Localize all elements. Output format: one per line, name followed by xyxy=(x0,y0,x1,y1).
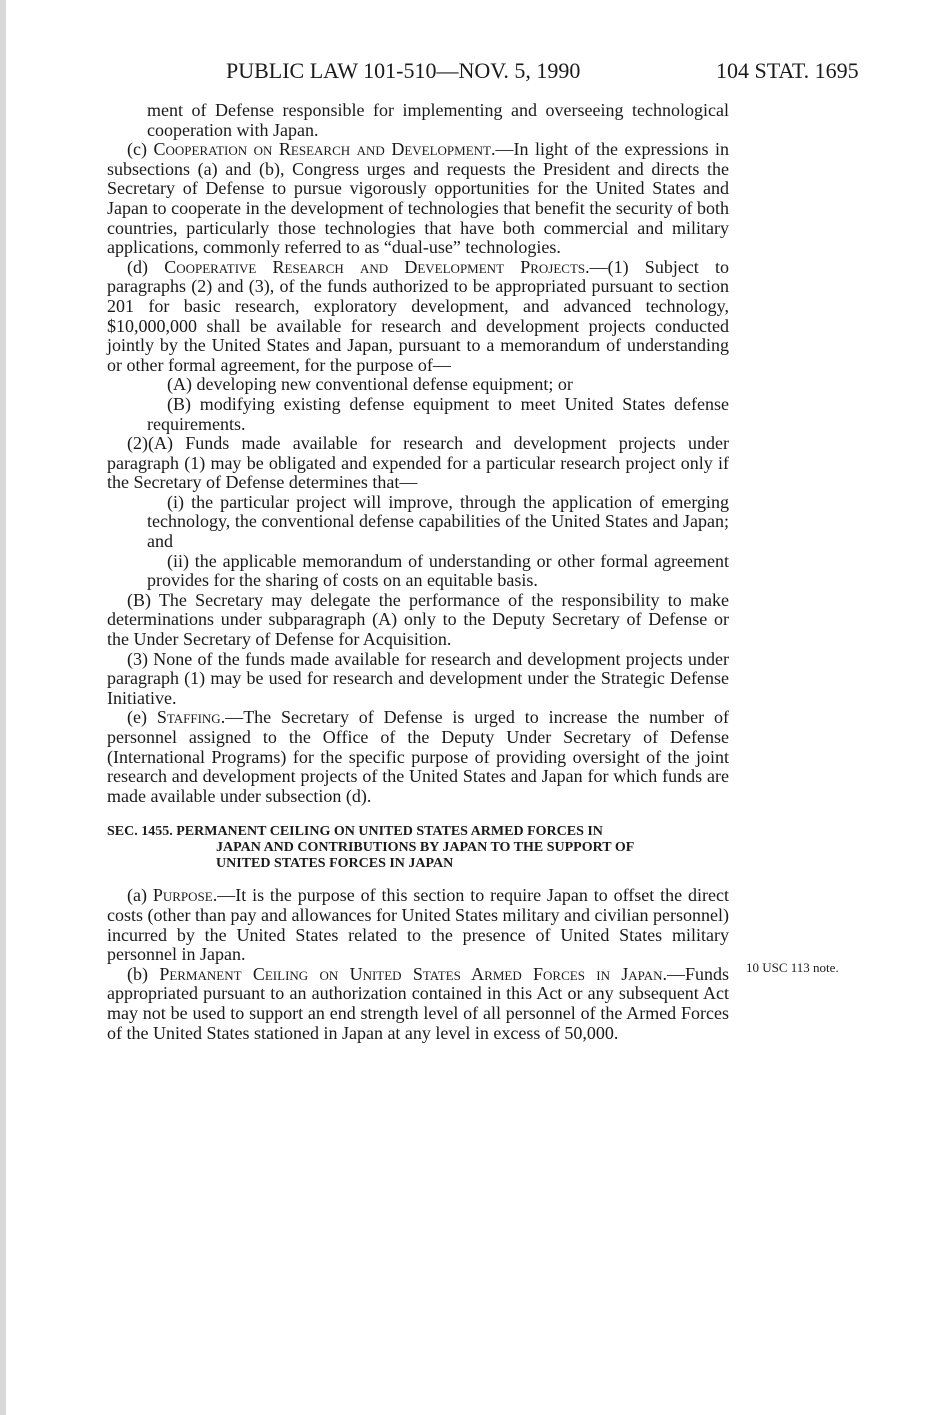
clause-d-B: (B) modifying existing defense equipment to meet United States defense requirements. xyxy=(147,393,729,434)
section-heading-line-3: UNITED STATES FORCES IN JAPAN xyxy=(216,856,454,872)
section-heading-line-2: JAPAN AND CONTRIBUTIONS BY JAPAN TO THE SUPPORT OF xyxy=(216,840,635,856)
clause-d-A: (A) developing new conventional defense equipment; or xyxy=(167,374,573,395)
body-text xyxy=(107,101,729,1043)
clause-d-ii: (ii) the applicable memorandum of understanding or other formal agreement provides for the sharing of costs on an equitable basis. xyxy=(147,550,729,591)
subsection-d-text: .—(1) Subject to paragraphs (2) and (3), of the funds authorized to be appropriated pursuant to section 201 for basic research, exploratory development, and advanced technology, $10,000,000 shall be available for research and development projects conducted jointly by the United States and Japan, pursuant to a memorandum of understanding or other formal agreement, for the purpose of— xyxy=(107,256,729,375)
subsection-d-heading: Cooperative Research and Development Projects xyxy=(164,256,586,277)
subsection-e xyxy=(107,708,729,806)
subsection-c-lead: (c) xyxy=(127,139,154,160)
subsection-c-text: .—In light of the expressions in subsections (a) and (b), Congress urges and requests the President and directs the Secretary of Defense to pursue vigorously opportunities for the United States and Japan to cooperate in the development of technologies that benefit the security of both countries, particularly those technologies that have both commercial and military applications, commonly referred to as “dual-use” technologies. xyxy=(107,139,729,258)
subsection-e-text: .—The Secretary of Defense is urged to increase the number of personnel assigned to the Office of the Deputy Under Secretary of Defense (International Programs) for the specific purpose of providing oversight of the joint research and development projects of the United States and Japan for which funds are made available under subsection (d). xyxy=(107,707,729,806)
paragraph-d-3: (3) None of the funds made available for research and development projects under paragraph (1) may be used for research and development under the Strategic Defense Initiative. xyxy=(107,648,729,708)
section-subsection-b-heading: Permanent Ceiling on United States Armed Forces in Japan xyxy=(159,963,663,984)
statute-page-number: 104 STAT. 1695 xyxy=(716,58,859,83)
section-subsection-b-text: .—Funds appropriated pursuant to an authorization contained in this Act or any subsequent Act may not be used to support an end strength level of all personnel of the Armed Forces of the United States stationed in Japan at any level in excess of 50,000. xyxy=(107,963,729,1043)
subsection-e-lead: (e) xyxy=(127,707,157,728)
section-subsection-a-lead: (a) xyxy=(127,885,153,906)
page-header xyxy=(0,58,950,88)
paragraph-d-2B: (B) The Secretary may delegate the performance of the responsibility to make determinations under subparagraph (A) only to the Deputy Secretary of Defense or the Under Secretary of Defense for Acquisition. xyxy=(107,589,729,650)
section-heading-line-1: SEC. 1455. PERMANENT CEILING ON UNITED STATES ARMED FORCES IN xyxy=(107,824,603,840)
subsection-d xyxy=(107,258,729,376)
section-subsection-a-heading: Purpose xyxy=(152,885,213,906)
section-subsection-a xyxy=(107,886,729,964)
running-head-title: PUBLIC LAW 101-510—NOV. 5, 1990 xyxy=(226,58,581,83)
scan-edge-shadow xyxy=(0,0,6,1415)
subsection-e-heading: Staffing xyxy=(156,707,221,728)
clause-d-i: (i) the particular project will improve, through the application of emerging technology, the conventional defense capabilities of the United States and Japan; and xyxy=(147,491,729,552)
continued-paragraph: ment of Defense responsible for implementing and overseeing technological cooperation with Japan. xyxy=(147,100,729,140)
paragraph-d-2A: (2)(A) Funds made available for research and development projects under paragraph (1) may be obligated and expended for a particular research project only if the Secretary of Defense determines that— xyxy=(107,433,729,493)
section-subsection-a-text: .—It is the purpose of this section to require Japan to offset the direct costs (other than pay and allowances for United States military and civilian personnel) incurred by the United States related to the presence of United States military personnel in Japan. xyxy=(107,885,729,965)
margin-note: 10 USC 113 note. xyxy=(746,960,839,975)
subsection-c-heading: Cooperation on Research and Development xyxy=(153,139,491,160)
section-subsection-b xyxy=(107,965,729,1043)
section-subsection-b-lead: (b) xyxy=(127,963,160,984)
subsection-c xyxy=(107,140,729,258)
subsection-d-lead: (d) xyxy=(127,256,165,277)
section-heading xyxy=(107,824,729,872)
